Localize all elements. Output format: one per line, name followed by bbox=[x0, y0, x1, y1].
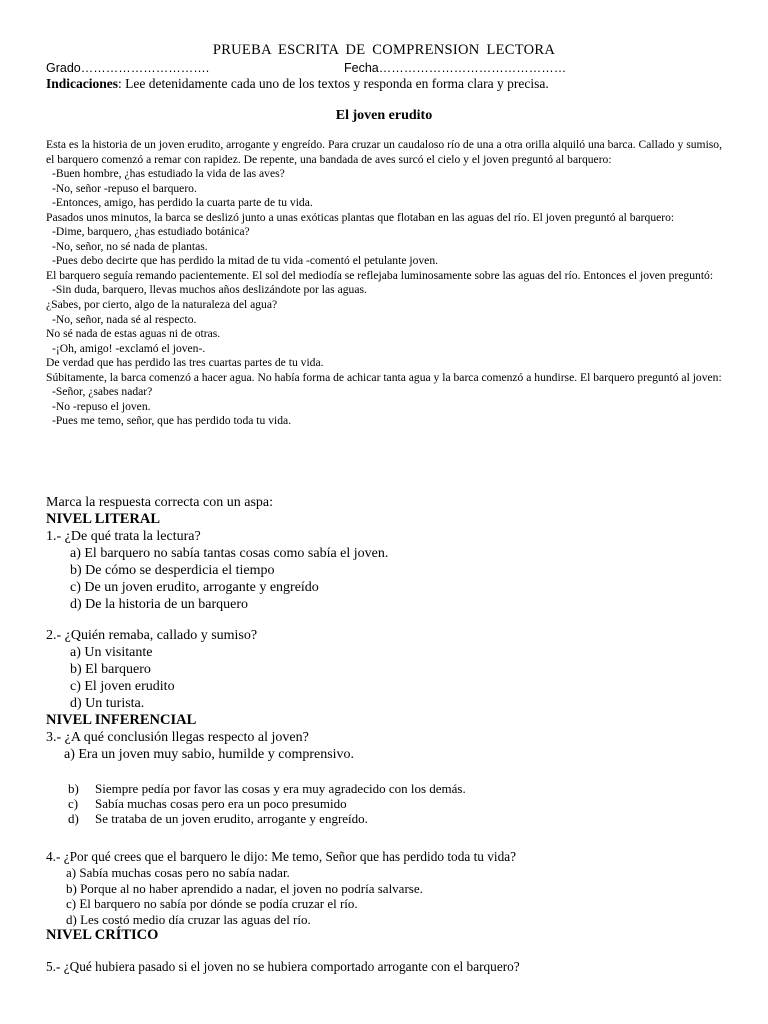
dialogue-line: -Sin duda, barquero, llevas muchos años deslizándote por las aguas. bbox=[52, 283, 367, 297]
q2-option-b[interactable]: b) El barquero bbox=[70, 662, 151, 677]
page-title: PRUEBA ESCRITA DE COMPRENSION LECTORA bbox=[212, 42, 556, 58]
q2-option-c[interactable]: c) El joven erudito bbox=[70, 679, 175, 694]
q3-option-d[interactable] bbox=[46, 811, 736, 826]
dialogue-line: -No -repuso el joven. bbox=[52, 399, 151, 413]
q3-option-c-text: Sabía muchas cosas pero era un poco presumido bbox=[95, 796, 347, 811]
fecha-field: Fecha……………………………………… bbox=[344, 61, 567, 75]
q3-option-b-letter: b) bbox=[68, 781, 79, 796]
q1-option-c[interactable]: c) De un joven erudito, arrogante y engreído bbox=[70, 580, 319, 595]
dialogue-line: -Pues debo decirte que has perdido la mitad de tu vida -comentó el petulante joven. bbox=[52, 254, 439, 268]
q4-option-a[interactable]: a) Sabía muchas cosas pero no sabía nadar. bbox=[66, 865, 290, 880]
q3-option-b[interactable] bbox=[46, 781, 736, 796]
q4-option-b[interactable]: b) Porque al no haber aprendido a nadar, el joven no podría salvarse. bbox=[66, 880, 423, 896]
q3-option-c[interactable] bbox=[46, 796, 736, 811]
narration-paragraph: Esta es la historia de un joven erudito, arrogante y engreído. Para cruzar un caudaloso río de una a otra orilla alquiló una barca. Callado y sumiso, el barquero comenzó a remar con rapidez. De repente, una bandada de aves surcó el cielo y el joven preguntó al barquero: bbox=[46, 138, 722, 166]
grado-field: Grado…………………………. bbox=[46, 61, 210, 75]
question-3: 3.- ¿A qué conclusión llegas respecto al joven? bbox=[46, 730, 309, 745]
narration-paragraph: Súbitamente, la barca comenzó a hacer agua. No había forma de achicar tanta agua y la barca comenzó a hundirse. El barquero preguntó al joven: bbox=[46, 370, 722, 384]
q3-option-d-letter: d) bbox=[68, 811, 79, 826]
question-5: 5.- ¿Qué hubiera pasado si el joven no se hubiera comportado arrogante con el barquero? bbox=[46, 959, 520, 974]
q1-option-b[interactable]: b) De cómo se desperdicia el tiempo bbox=[70, 563, 275, 578]
instructions-text: : Lee detenidamente cada uno de los textos y responda en forma clara y precisa. bbox=[118, 76, 549, 91]
narration-paragraph: De verdad que has perdido las tres cuartas partes de tu vida. bbox=[46, 356, 324, 370]
dialogue-line: -No, señor -repuso el barquero. bbox=[52, 181, 197, 195]
q2-option-a[interactable]: a) Un visitante bbox=[70, 645, 153, 660]
narration-paragraph: Pasados unos minutos, la barca se deslizó junto a unas exóticas plantas que flotaban en las aguas del río. El joven preguntó al barquero: bbox=[46, 210, 675, 224]
dialogue-line: -No, señor, no sé nada de plantas. bbox=[52, 239, 208, 253]
level-literal-heading: NIVEL LITERAL bbox=[46, 511, 161, 527]
q3-option-c-letter: c) bbox=[68, 796, 79, 811]
narration-paragraph: No sé nada de estas aguas ni de otras. bbox=[46, 327, 221, 341]
question-2: 2.- ¿Quién remaba, callado y sumiso? bbox=[46, 628, 258, 643]
level-inferencial-heading: NIVEL INFERENCIAL bbox=[46, 712, 197, 728]
dialogue-line: -Buen hombre, ¿has estudiado la vida de las aves? bbox=[52, 167, 285, 181]
q1-option-d[interactable]: d) De la historia de un barquero bbox=[70, 597, 249, 612]
dialogue-line: -No, señor, nada sé al respecto. bbox=[52, 312, 197, 326]
question-4: 4.- ¿Por qué crees que el barquero le dijo: Me temo, Señor que has perdido toda tu vida? bbox=[46, 849, 517, 864]
q1-option-a[interactable]: a) El barquero no sabía tantas cosas como sabía el joven. bbox=[70, 546, 389, 561]
q3-option-d-text: Se trataba de un joven erudito, arrogante y engreído. bbox=[95, 811, 368, 826]
dialogue-line: -Entonces, amigo, has perdido la cuarta parte de tu vida. bbox=[52, 196, 313, 210]
q3-option-a[interactable]: a) Era un joven muy sabio, humilde y comprensivo. bbox=[64, 747, 355, 762]
narration-paragraph: ¿Sabes, por cierto, algo de la naturaleza del agua? bbox=[46, 298, 278, 312]
q4-option-d[interactable]: d) Les costó medio día cruzar las aguas del río. bbox=[66, 911, 311, 927]
dialogue-line: -Dime, barquero, ¿has estudiado botánica? bbox=[52, 225, 250, 239]
instructions-label: Indicaciones bbox=[46, 76, 119, 91]
q2-option-d[interactable]: d) Un turista. bbox=[70, 696, 145, 711]
q3-option-b-text: Siempre pedía por favor las cosas y era muy agradecido con los demás. bbox=[95, 781, 466, 796]
narration-paragraph: El barquero seguía remando pacientemente. El sol del mediodía se reflejaba luminosamente sobre las aguas del río. Entonces el joven preguntó: bbox=[46, 268, 714, 282]
dialogue-line: -Pues me temo, señor, que has perdido toda tu vida. bbox=[52, 414, 292, 428]
dialogue-line: -¡Oh, amigo! -exclamó el joven-. bbox=[52, 341, 206, 355]
question-1: 1.- ¿De qué trata la lectura? bbox=[46, 529, 201, 544]
instructions bbox=[46, 76, 549, 92]
story-title: El joven erudito bbox=[335, 108, 433, 123]
q4-option-c[interactable]: c) El barquero no sabía por dónde se podía cruzar el río. bbox=[66, 896, 358, 911]
dialogue-line: -Señor, ¿sabes nadar? bbox=[52, 385, 153, 399]
quiz-section bbox=[46, 494, 736, 975]
level-critico-heading: NIVEL CRÍTICO bbox=[46, 927, 159, 943]
story-text bbox=[46, 138, 722, 429]
quiz-instruction: Marca la respuesta correcta con un aspa: bbox=[46, 495, 273, 510]
